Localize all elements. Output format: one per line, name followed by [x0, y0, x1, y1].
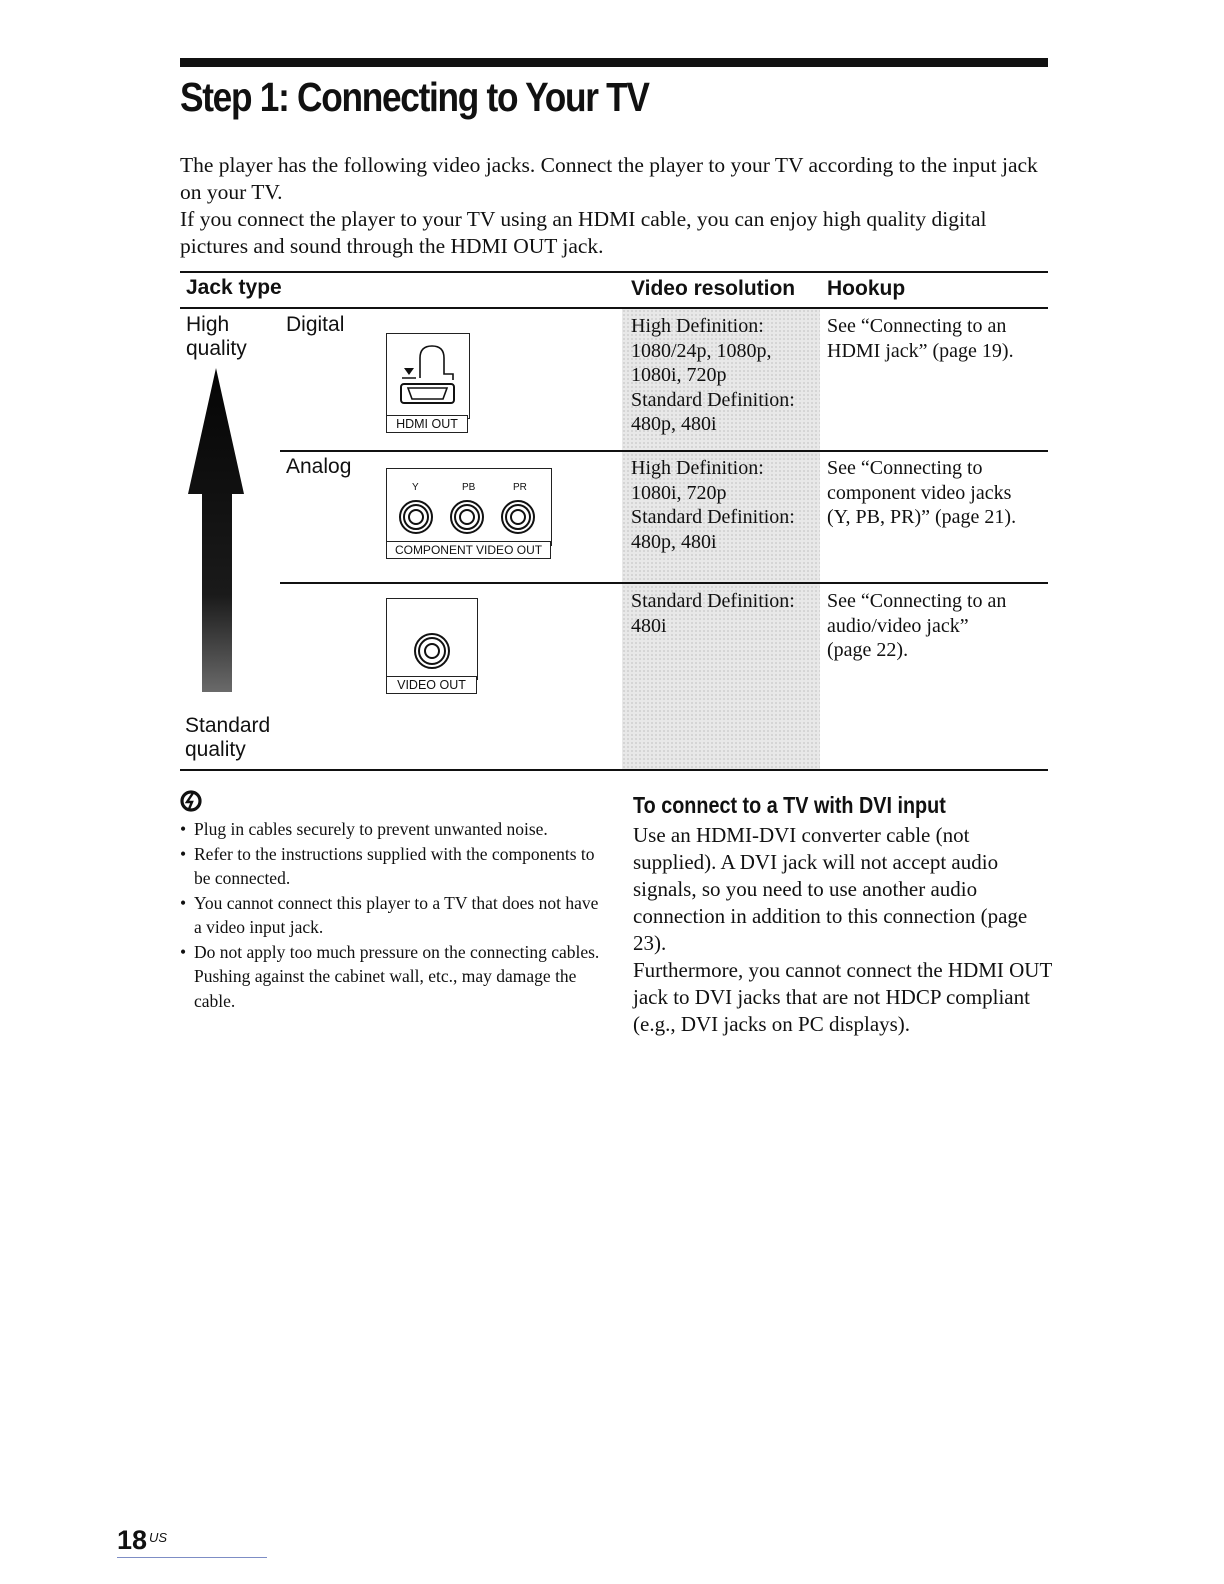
resolution-component	[631, 456, 821, 554]
page-title: Step 1: Connecting to Your TV	[180, 74, 649, 120]
list-item: • Do not apply too much pressure on the connecting cables. Pushing against the cabinet wall, etc., may damage the cable.	[180, 940, 600, 1014]
jack-type-digital: Digital	[286, 313, 345, 336]
page-region-suffix: US	[149, 1530, 168, 1545]
list-item: • Plug in cables securely to prevent unwanted noise.	[180, 817, 600, 842]
hdmi-jack	[386, 333, 470, 431]
tips-list	[180, 817, 600, 1013]
resolution-line: 1080i, 720p	[631, 364, 727, 386]
resolution-line: Standard Definition:	[631, 388, 795, 411]
jack-type-analog: Analog	[286, 455, 352, 478]
resolution-line: 480p, 480i	[631, 530, 717, 553]
hookup-line: HDMI jack” (page 19).	[827, 339, 1014, 362]
rca-jacks-icon	[387, 469, 551, 545]
header-jack-type: Jack type	[186, 276, 282, 299]
resolution-line: 1080i, 720p	[631, 481, 727, 504]
page-number: 18	[117, 1525, 148, 1555]
component-jack	[386, 468, 552, 557]
title-rule	[180, 58, 1048, 67]
component-out-label: COMPONENT VIDEO OUT	[386, 541, 551, 559]
row-rule	[280, 450, 1048, 452]
quality-high-label: High quality	[186, 313, 247, 360]
hookup-line: audio/video jack”	[827, 614, 969, 637]
resolution-line: Standard Definition:	[631, 506, 795, 528]
table-bottom-rule	[180, 769, 1048, 771]
header-video-resolution: Video resolution	[631, 277, 796, 300]
dvi-body	[633, 822, 1053, 1038]
dvi-paragraph-2: Furthermore, you cannot connect the HDMI OUT jack to DVI jacks that are not HDCP compliant (e.g., DVI jacks on PC displays).	[633, 958, 1052, 1036]
resolution-line: High Definition:	[631, 457, 764, 479]
channel-pr-label: PR	[513, 482, 527, 493]
header-rule	[180, 307, 1048, 309]
hookup-line: See “Connecting to	[827, 457, 983, 479]
quality-standard-label: Standard quality	[185, 714, 271, 761]
intro-text	[180, 152, 1050, 260]
hdmi-out-label: HDMI OUT	[386, 415, 468, 433]
table-top-rule	[180, 271, 1048, 273]
video-out-label: VIDEO OUT	[386, 676, 477, 694]
resolution-hdmi	[631, 314, 821, 437]
intro-paragraph-1: The player has the following video jacks. Connect the player to your TV according to the input jack on your TV.	[180, 153, 1038, 204]
footer-rule	[117, 1557, 267, 1558]
resolution-line: 1080/24p, 1080p,	[631, 339, 772, 362]
resolution-line: 480i	[631, 614, 667, 637]
hookup-line: See “Connecting to an	[827, 590, 1007, 612]
hookup-hdmi	[827, 314, 1047, 363]
dvi-heading: To connect to a TV with DVI input	[633, 792, 946, 818]
quality-arrow-icon	[186, 368, 246, 694]
row-rule	[280, 582, 1048, 584]
list-item: • Refer to the instructions supplied with the components to be connected.	[180, 842, 600, 891]
channel-y-label: Y	[412, 482, 419, 493]
hookup-video	[827, 589, 1047, 663]
dvi-paragraph-1: Use an HDMI-DVI converter cable (not supplied). A DVI jack will not accept audio signals, so you need to use another audio connection in addition to this connection (page 23).	[633, 823, 1028, 955]
list-item: • You cannot connect this player to a TV that does not have a video input jack.	[180, 891, 600, 940]
intro-paragraph-2: If you connect the player to your TV using an HDMI cable, you can enjoy high quality digital pictures and sound through the HDMI OUT jack.	[180, 207, 987, 258]
hint-icon	[180, 790, 202, 812]
resolution-video	[631, 589, 821, 638]
hookup-line: See “Connecting to an	[827, 315, 1007, 337]
channel-pb-label: PB	[462, 482, 476, 493]
video-jack	[386, 598, 478, 692]
hookup-line: (page 22).	[827, 639, 909, 661]
resolution-line: High Definition:	[631, 315, 764, 337]
header-hookup: Hookup	[827, 277, 906, 300]
video-rca-icon	[387, 599, 477, 679]
hookup-line: component video jacks	[827, 481, 1012, 504]
hookup-component	[827, 456, 1047, 530]
hdmi-port-icon	[387, 334, 469, 418]
hookup-line: (Y, PB, PR)” (page 21).	[827, 506, 1017, 528]
resolution-line: Standard Definition:	[631, 590, 795, 612]
resolution-line: 480p, 480i	[631, 413, 717, 435]
